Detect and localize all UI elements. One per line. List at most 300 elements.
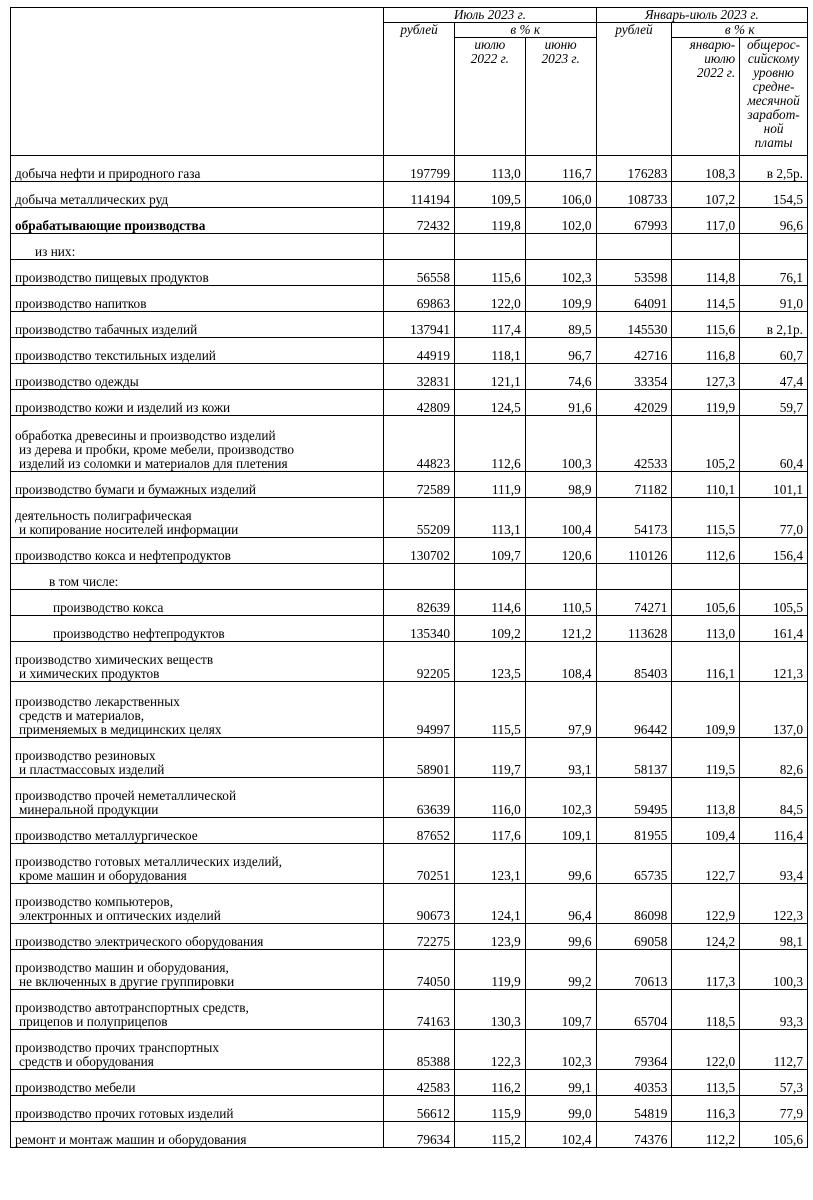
- value-pct-jan-jul-2022: 117,3: [672, 950, 740, 990]
- row-label-line: производство резиновых: [15, 748, 156, 763]
- row-label: [11, 260, 384, 286]
- value-pct-july-2022: 122,3: [454, 1030, 525, 1070]
- value-rubles-jan-jul: 54173: [596, 498, 672, 538]
- value-rubles-jan-jul: 54819: [596, 1096, 672, 1122]
- value-pct-jan-jul-2022: 105,6: [672, 590, 740, 616]
- row-label-line: и химических продуктов: [19, 666, 160, 681]
- value-pct-jan-jul-2022: 124,2: [672, 924, 740, 950]
- value-pct-june-2023: 121,2: [525, 616, 596, 642]
- value-pct-june-2023: 99,6: [525, 844, 596, 884]
- row-label: [11, 738, 384, 778]
- value-pct-june-2023: 102,4: [525, 1122, 596, 1148]
- value-pct-june-2023: 110,5: [525, 590, 596, 616]
- row-label: [11, 924, 384, 950]
- table-body: [11, 156, 808, 1148]
- header-july-2023: Июль 2023 г.: [384, 8, 596, 23]
- value-pct-july-2022: [454, 564, 525, 590]
- value-pct-june-2023: 96,7: [525, 338, 596, 364]
- value-rubles-july: 42583: [384, 1070, 455, 1096]
- value-pct-june-2023: 99,1: [525, 1070, 596, 1096]
- value-rubles-july: 42809: [384, 390, 455, 416]
- table-row: [11, 338, 808, 364]
- row-label: [11, 1030, 384, 1070]
- row-label-line: обрабатывающие производства: [15, 218, 206, 233]
- value-rubles-july: 79634: [384, 1122, 455, 1148]
- row-label-line: производство нефтепродуктов: [53, 626, 225, 641]
- row-label: [11, 590, 384, 616]
- value-pct-june-2023: 109,7: [525, 990, 596, 1030]
- value-rubles-jan-jul: 74376: [596, 1122, 672, 1148]
- value-rubles-july: 69863: [384, 286, 455, 312]
- value-pct-july-2022: 122,0: [454, 286, 525, 312]
- value-pct-national: 77,0: [740, 498, 808, 538]
- value-pct-june-2023: 89,5: [525, 312, 596, 338]
- row-label-line: средств и оборудования: [19, 1054, 154, 1069]
- value-pct-national: 122,3: [740, 884, 808, 924]
- row-label-line: из дерева и пробки, кроме мебели, производство: [19, 442, 294, 457]
- row-label: [11, 682, 384, 738]
- value-rubles-jan-jul: 33354: [596, 364, 672, 390]
- row-label: [11, 642, 384, 682]
- value-pct-june-2023: 99,6: [525, 924, 596, 950]
- value-pct-jan-jul-2022: 119,9: [672, 390, 740, 416]
- value-pct-national: 60,4: [740, 416, 808, 472]
- value-pct-national: 101,1: [740, 472, 808, 498]
- value-pct-jan-jul-2022: 109,9: [672, 682, 740, 738]
- value-rubles-july: 90673: [384, 884, 455, 924]
- value-pct-national: 93,3: [740, 990, 808, 1030]
- value-rubles-july: 94997: [384, 682, 455, 738]
- row-label-line: производство напитков: [15, 296, 147, 311]
- value-rubles-july: 72275: [384, 924, 455, 950]
- value-pct-jan-jul-2022: 113,0: [672, 616, 740, 642]
- row-label-line: производство кокса: [53, 600, 164, 615]
- table-row: [11, 1030, 808, 1070]
- value-pct-july-2022: [454, 234, 525, 260]
- value-rubles-july: 197799: [384, 156, 455, 182]
- header-jan-jul-2023: Январь-июль 2023 г.: [596, 8, 807, 23]
- row-label-line: производство лекарственных: [15, 694, 180, 709]
- table-row: [11, 286, 808, 312]
- value-rubles-july: 137941: [384, 312, 455, 338]
- table-row: [11, 208, 808, 234]
- value-pct-june-2023: 91,6: [525, 390, 596, 416]
- table-row: [11, 990, 808, 1030]
- value-rubles-jan-jul: 79364: [596, 1030, 672, 1070]
- value-pct-june-2023: [525, 564, 596, 590]
- value-pct-national: 105,6: [740, 1122, 808, 1148]
- value-rubles-jan-jul: 81955: [596, 818, 672, 844]
- value-rubles-jan-jul: 176283: [596, 156, 672, 182]
- table-row: [11, 564, 808, 590]
- value-rubles-july: 56558: [384, 260, 455, 286]
- row-label-line: минеральной продукции: [19, 802, 159, 817]
- value-pct-jan-jul-2022: 110,1: [672, 472, 740, 498]
- value-rubles-july: [384, 234, 455, 260]
- table-row: [11, 924, 808, 950]
- row-label-line: производство кожи и изделий из кожи: [15, 400, 231, 415]
- value-rubles-jan-jul: 69058: [596, 924, 672, 950]
- table-row: [11, 590, 808, 616]
- value-pct-july-2022: 111,9: [454, 472, 525, 498]
- value-pct-july-2022: 115,9: [454, 1096, 525, 1122]
- row-label: [11, 416, 384, 472]
- row-label-line: добыча нефти и природного газа: [15, 166, 201, 181]
- row-label-line: ремонт и монтаж машин и оборудования: [15, 1132, 247, 1147]
- value-pct-july-2022: 109,2: [454, 616, 525, 642]
- row-label-line: производство прочих готовых изделий: [15, 1106, 234, 1121]
- value-pct-june-2023: 102,3: [525, 1030, 596, 1070]
- row-label: [11, 564, 384, 590]
- value-pct-national: 154,5: [740, 182, 808, 208]
- value-pct-june-2023: 74,6: [525, 364, 596, 390]
- value-pct-jan-jul-2022: 114,5: [672, 286, 740, 312]
- table-row: [11, 642, 808, 682]
- value-pct-jan-jul-2022: 115,6: [672, 312, 740, 338]
- table-row: [11, 260, 808, 286]
- row-label: [11, 234, 384, 260]
- value-rubles-jan-jul: 108733: [596, 182, 672, 208]
- value-rubles-july: 44919: [384, 338, 455, 364]
- value-pct-july-2022: 112,6: [454, 416, 525, 472]
- row-label-line: производство прочих транспортных: [15, 1040, 220, 1055]
- row-label-line: и пластмассовых изделий: [19, 762, 165, 777]
- value-pct-national: в 2,1р.: [740, 312, 808, 338]
- value-pct-jan-jul-2022: 116,8: [672, 338, 740, 364]
- value-pct-national: 105,5: [740, 590, 808, 616]
- row-label-line: производство одежды: [15, 374, 139, 389]
- value-rubles-july: 135340: [384, 616, 455, 642]
- value-pct-jan-jul-2022: [672, 564, 740, 590]
- value-pct-national: 156,4: [740, 538, 808, 564]
- table-row: [11, 616, 808, 642]
- value-pct-june-2023: 120,6: [525, 538, 596, 564]
- value-rubles-jan-jul: [596, 234, 672, 260]
- table-row: [11, 416, 808, 472]
- row-label-line: производство готовых металлических изделий,: [15, 854, 282, 869]
- value-pct-june-2023: 99,2: [525, 950, 596, 990]
- value-pct-july-2022: 119,7: [454, 738, 525, 778]
- value-pct-july-2022: 116,0: [454, 778, 525, 818]
- row-label: [11, 538, 384, 564]
- value-pct-national: 112,7: [740, 1030, 808, 1070]
- table-row: [11, 818, 808, 844]
- table-row: [11, 312, 808, 338]
- value-pct-national: 84,5: [740, 778, 808, 818]
- table-row: [11, 234, 808, 260]
- table-row: [11, 1122, 808, 1148]
- row-label-line: добыча металлических руд: [15, 192, 169, 207]
- value-rubles-july: [384, 564, 455, 590]
- value-rubles-july: 55209: [384, 498, 455, 538]
- value-pct-jan-jul-2022: 118,5: [672, 990, 740, 1030]
- row-label-line: и копирование носителей информации: [19, 522, 239, 537]
- value-rubles-july: 92205: [384, 642, 455, 682]
- value-pct-july-2022: 117,6: [454, 818, 525, 844]
- row-label: [11, 156, 384, 182]
- row-label-line: производство машин и оборудования,: [15, 960, 229, 975]
- value-pct-july-2022: 115,6: [454, 260, 525, 286]
- row-label: [11, 990, 384, 1030]
- value-pct-july-2022: 124,1: [454, 884, 525, 924]
- row-label: [11, 182, 384, 208]
- row-label: [11, 616, 384, 642]
- value-rubles-july: 56612: [384, 1096, 455, 1122]
- row-label: [11, 208, 384, 234]
- value-rubles-jan-jul: 40353: [596, 1070, 672, 1096]
- row-label-line: производство табачных изделий: [15, 322, 198, 337]
- value-pct-june-2023: 98,9: [525, 472, 596, 498]
- header-pct-jan-jul: в % к: [672, 23, 808, 38]
- value-pct-national: 60,7: [740, 338, 808, 364]
- header-national-level: общерос- сийскому уровню средне- месячной заработ- ной платы: [740, 38, 808, 156]
- row-label-line: производство бумаги и бумажных изделий: [15, 482, 256, 497]
- value-pct-jan-jul-2022: 112,2: [672, 1122, 740, 1148]
- value-pct-june-2023: 99,0: [525, 1096, 596, 1122]
- value-pct-jan-jul-2022: 112,6: [672, 538, 740, 564]
- value-pct-july-2022: 113,1: [454, 498, 525, 538]
- value-pct-july-2022: 114,6: [454, 590, 525, 616]
- value-pct-june-2023: 93,1: [525, 738, 596, 778]
- value-pct-jan-jul-2022: 108,3: [672, 156, 740, 182]
- value-rubles-jan-jul: 42029: [596, 390, 672, 416]
- value-pct-national: [740, 564, 808, 590]
- row-label: [11, 286, 384, 312]
- value-rubles-jan-jul: 96442: [596, 682, 672, 738]
- value-pct-jan-jul-2022: 107,2: [672, 182, 740, 208]
- value-pct-june-2023: 102,0: [525, 208, 596, 234]
- table-row: [11, 156, 808, 182]
- value-pct-july-2022: 119,8: [454, 208, 525, 234]
- row-label: [11, 390, 384, 416]
- table-row: [11, 844, 808, 884]
- value-pct-national: 137,0: [740, 682, 808, 738]
- row-label: [11, 1096, 384, 1122]
- value-pct-national: 47,4: [740, 364, 808, 390]
- value-pct-national: 82,6: [740, 738, 808, 778]
- table-row: [11, 778, 808, 818]
- value-rubles-july: 72589: [384, 472, 455, 498]
- value-pct-national: 59,7: [740, 390, 808, 416]
- row-label: [11, 1122, 384, 1148]
- value-pct-june-2023: 100,3: [525, 416, 596, 472]
- row-label-line: производство металлургическое: [15, 828, 198, 843]
- value-pct-july-2022: 123,9: [454, 924, 525, 950]
- table-row: [11, 682, 808, 738]
- row-label-line: кроме машин и оборудования: [19, 868, 187, 883]
- row-label: [11, 472, 384, 498]
- value-rubles-jan-jul: 110126: [596, 538, 672, 564]
- row-label-line: обработка древесины и производство изделий: [15, 428, 276, 443]
- value-pct-jan-jul-2022: 116,1: [672, 642, 740, 682]
- value-pct-national: 161,4: [740, 616, 808, 642]
- value-pct-july-2022: 109,7: [454, 538, 525, 564]
- value-pct-july-2022: 123,1: [454, 844, 525, 884]
- value-rubles-jan-jul: 65704: [596, 990, 672, 1030]
- value-pct-jan-jul-2022: 115,5: [672, 498, 740, 538]
- header-pct-july: в % к: [454, 23, 596, 38]
- value-pct-national: 93,4: [740, 844, 808, 884]
- value-rubles-jan-jul: 42716: [596, 338, 672, 364]
- table-row: [11, 884, 808, 924]
- value-pct-jan-jul-2022: 127,3: [672, 364, 740, 390]
- value-pct-national: [740, 234, 808, 260]
- row-label-line: производство кокса и нефтепродуктов: [15, 548, 231, 563]
- value-pct-jan-jul-2022: 119,5: [672, 738, 740, 778]
- value-pct-national: 91,0: [740, 286, 808, 312]
- row-label-line: средств и материалов,: [19, 708, 145, 723]
- row-label-line: деятельность полиграфическая: [15, 508, 192, 523]
- value-pct-jan-jul-2022: 113,8: [672, 778, 740, 818]
- value-pct-june-2023: 102,3: [525, 778, 596, 818]
- value-rubles-july: 114194: [384, 182, 455, 208]
- table-row: [11, 364, 808, 390]
- table-row: [11, 738, 808, 778]
- row-label: [11, 364, 384, 390]
- value-pct-national: 57,3: [740, 1070, 808, 1096]
- value-rubles-july: 74163: [384, 990, 455, 1030]
- value-rubles-july: 63639: [384, 778, 455, 818]
- value-rubles-july: 87652: [384, 818, 455, 844]
- value-rubles-july: 82639: [384, 590, 455, 616]
- value-pct-june-2023: 97,9: [525, 682, 596, 738]
- value-rubles-jan-jul: 70613: [596, 950, 672, 990]
- value-rubles-july: 70251: [384, 844, 455, 884]
- value-pct-july-2022: 119,9: [454, 950, 525, 990]
- value-pct-jan-jul-2022: 114,8: [672, 260, 740, 286]
- row-label: [11, 338, 384, 364]
- value-pct-jan-jul-2022: 109,4: [672, 818, 740, 844]
- value-rubles-july: 32831: [384, 364, 455, 390]
- value-pct-jan-jul-2022: 105,2: [672, 416, 740, 472]
- wage-table: [10, 7, 808, 1148]
- table-row: [11, 182, 808, 208]
- header-blank-cell: [11, 8, 384, 156]
- table-row: [11, 390, 808, 416]
- row-label: [11, 1070, 384, 1096]
- value-pct-jan-jul-2022: 113,5: [672, 1070, 740, 1096]
- value-pct-june-2023: 109,1: [525, 818, 596, 844]
- value-rubles-july: 85388: [384, 1030, 455, 1070]
- value-rubles-jan-jul: 65735: [596, 844, 672, 884]
- value-pct-june-2023: 102,3: [525, 260, 596, 286]
- value-rubles-jan-jul: 42533: [596, 416, 672, 472]
- row-label-line: в том числе:: [49, 574, 119, 589]
- table-row: [11, 950, 808, 990]
- value-rubles-jan-jul: 67993: [596, 208, 672, 234]
- row-label: [11, 312, 384, 338]
- table-row: [11, 472, 808, 498]
- value-rubles-july: 74050: [384, 950, 455, 990]
- value-pct-july-2022: 121,1: [454, 364, 525, 390]
- value-pct-july-2022: 117,4: [454, 312, 525, 338]
- row-label: [11, 818, 384, 844]
- value-rubles-jan-jul: 53598: [596, 260, 672, 286]
- value-pct-june-2023: 96,4: [525, 884, 596, 924]
- header-jan-jul-2022: январю- июлю 2022 г.: [672, 38, 740, 156]
- value-pct-july-2022: 115,2: [454, 1122, 525, 1148]
- table-row: [11, 538, 808, 564]
- row-label-line: производство автотранспортных средств,: [15, 1000, 249, 1015]
- value-pct-june-2023: [525, 234, 596, 260]
- value-rubles-july: 58901: [384, 738, 455, 778]
- value-pct-july-2022: 115,5: [454, 682, 525, 738]
- value-pct-national: 77,9: [740, 1096, 808, 1122]
- value-pct-jan-jul-2022: [672, 234, 740, 260]
- row-label: [11, 950, 384, 990]
- header-june-2023: июню 2023 г.: [525, 38, 596, 156]
- row-label-line: производство химических веществ: [15, 652, 214, 667]
- value-rubles-jan-jul: 145530: [596, 312, 672, 338]
- row-label-line: производство текстильных изделий: [15, 348, 216, 363]
- value-pct-national: 121,3: [740, 642, 808, 682]
- value-rubles-jan-jul: 58137: [596, 738, 672, 778]
- header-rubles-jan-jul: рублей: [596, 23, 672, 156]
- value-pct-july-2022: 118,1: [454, 338, 525, 364]
- value-pct-june-2023: 106,0: [525, 182, 596, 208]
- value-pct-jan-jul-2022: 122,9: [672, 884, 740, 924]
- value-rubles-jan-jul: 59495: [596, 778, 672, 818]
- table-row: [11, 1070, 808, 1096]
- value-pct-national: 96,6: [740, 208, 808, 234]
- row-label-line: применяемых в медицинских целях: [19, 722, 222, 737]
- value-pct-july-2022: 113,0: [454, 156, 525, 182]
- value-rubles-jan-jul: 86098: [596, 884, 672, 924]
- value-pct-july-2022: 109,5: [454, 182, 525, 208]
- value-rubles-jan-jul: 113628: [596, 616, 672, 642]
- value-pct-june-2023: 108,4: [525, 642, 596, 682]
- row-label-line: электронных и оптических изделий: [19, 908, 221, 923]
- value-rubles-jan-jul: 74271: [596, 590, 672, 616]
- value-rubles-jan-jul: 64091: [596, 286, 672, 312]
- header-rubles-july: рублей: [384, 23, 455, 156]
- value-pct-june-2023: 116,7: [525, 156, 596, 182]
- row-label: [11, 844, 384, 884]
- value-pct-june-2023: 100,4: [525, 498, 596, 538]
- value-pct-national: 100,3: [740, 950, 808, 990]
- table-row: [11, 498, 808, 538]
- value-pct-national: 116,4: [740, 818, 808, 844]
- value-pct-national: в 2,5р.: [740, 156, 808, 182]
- value-pct-july-2022: 123,5: [454, 642, 525, 682]
- value-pct-july-2022: 124,5: [454, 390, 525, 416]
- table-row: [11, 1096, 808, 1122]
- value-pct-jan-jul-2022: 122,0: [672, 1030, 740, 1070]
- row-label: [11, 884, 384, 924]
- value-pct-national: 98,1: [740, 924, 808, 950]
- row-label-line: производство прочей неметаллической: [15, 788, 237, 803]
- value-pct-july-2022: 130,3: [454, 990, 525, 1030]
- row-label-line: изделий из соломки и материалов для плетения: [19, 456, 288, 471]
- row-label-line: производство пищевых продуктов: [15, 270, 209, 285]
- value-pct-jan-jul-2022: 116,3: [672, 1096, 740, 1122]
- row-label-line: производство электрического оборудования: [15, 934, 264, 949]
- row-label-line: производство мебели: [15, 1080, 136, 1095]
- value-rubles-july: 44823: [384, 416, 455, 472]
- row-label-line: прицепов и полуприцепов: [19, 1014, 168, 1029]
- value-rubles-jan-jul: 85403: [596, 642, 672, 682]
- value-rubles-jan-jul: 71182: [596, 472, 672, 498]
- value-pct-june-2023: 109,9: [525, 286, 596, 312]
- row-label: [11, 778, 384, 818]
- value-rubles-july: 72432: [384, 208, 455, 234]
- value-pct-jan-jul-2022: 122,7: [672, 844, 740, 884]
- value-pct-national: 76,1: [740, 260, 808, 286]
- value-pct-july-2022: 116,2: [454, 1070, 525, 1096]
- row-label-line: производство компьютеров,: [15, 894, 174, 909]
- header-july-2022: июлю 2022 г.: [454, 38, 525, 156]
- row-label-line: не включенных в другие группировки: [19, 974, 235, 989]
